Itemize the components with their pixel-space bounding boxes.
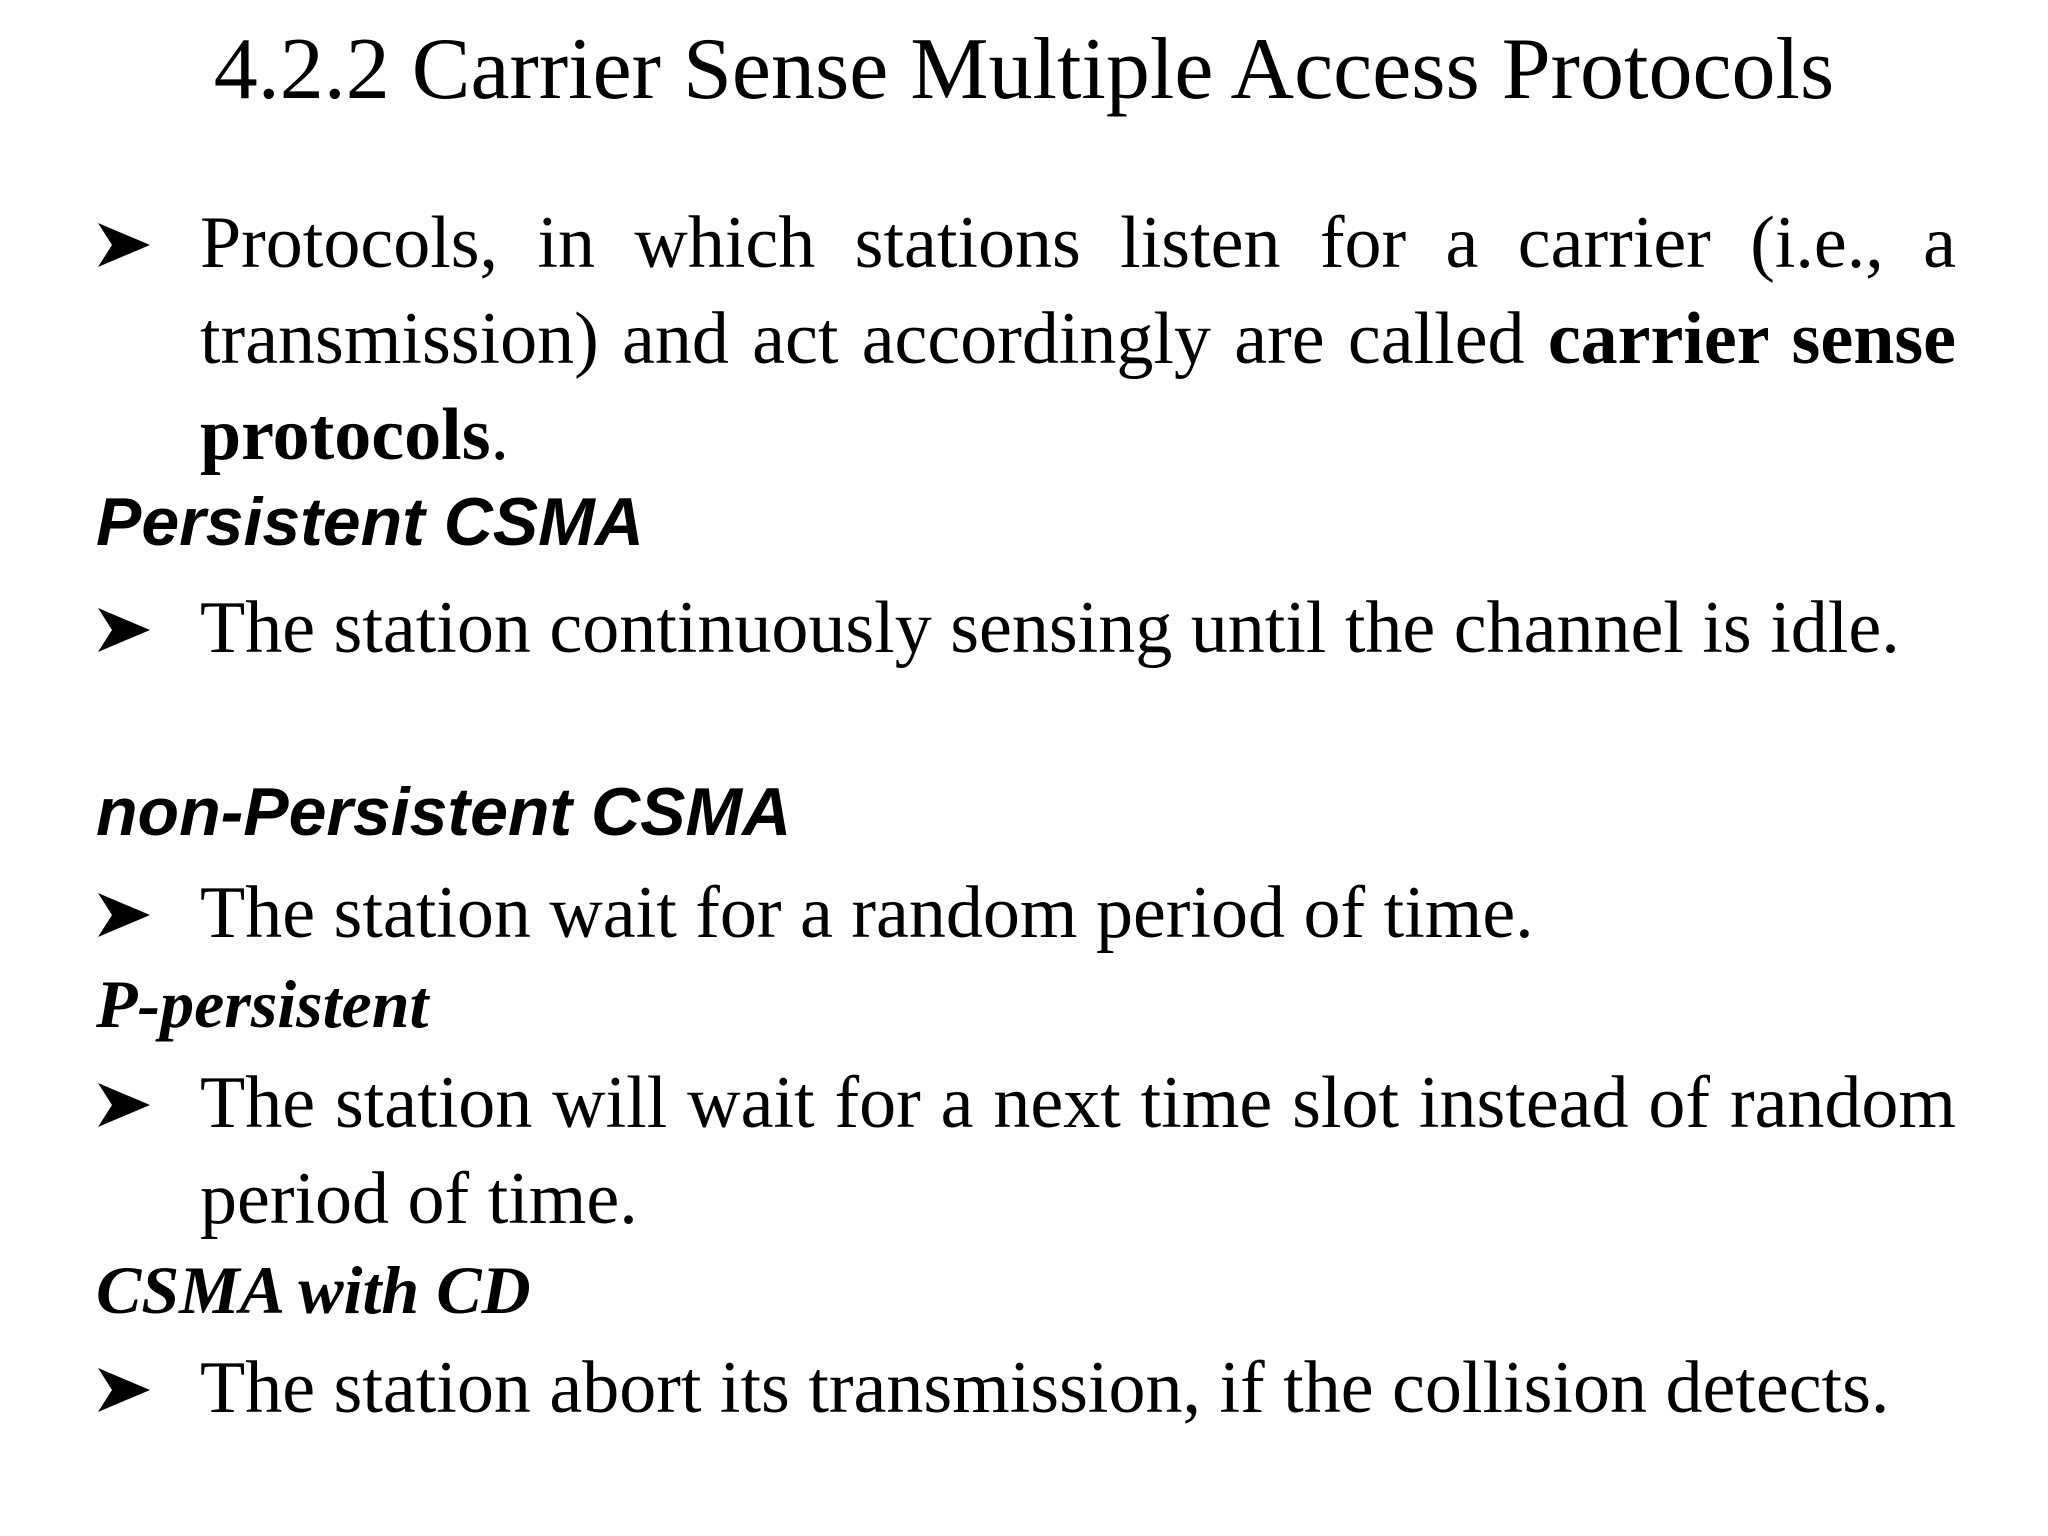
intro-bullet xyxy=(96,195,1956,483)
section-heading-p-persistent: P-persistent xyxy=(96,966,429,1042)
arrowhead-bullet-icon xyxy=(96,1081,156,1141)
bullet-text: The station wait for a random period of time. xyxy=(200,872,1534,954)
bullet-csma-with-cd xyxy=(96,1340,1956,1436)
intro-text-regular: Protocols, in which stations listen for a carrier (i.e., a transmission) and act accordingly are called xyxy=(200,202,1956,380)
arrowhead-bullet-icon xyxy=(96,891,156,951)
arrowhead-bullet-icon xyxy=(96,221,156,281)
intro-bullet-text xyxy=(200,195,1956,483)
intro-text-bold: carrier sense protocols xyxy=(200,298,1956,476)
bullet-text: The station abort its transmission, if the collision detects. xyxy=(200,1347,1890,1429)
bullet-non-persistent-csma xyxy=(96,865,1956,961)
arrowhead-bullet-icon xyxy=(96,606,156,666)
arrowhead-bullet-icon xyxy=(96,1366,156,1426)
section-heading-csma-with-cd: CSMA with CD xyxy=(96,1252,531,1328)
bullet-persistent-csma xyxy=(96,580,1956,676)
section-heading-persistent-csma: Persistent CSMA xyxy=(96,484,644,560)
intro-text-end: . xyxy=(490,394,510,476)
section-heading-non-persistent-csma: non-Persistent CSMA xyxy=(96,774,792,850)
bullet-p-persistent xyxy=(96,1055,1956,1247)
bullet-text: The station will wait for a next time slot instead of random period of time. xyxy=(200,1062,1956,1240)
bullet-text: The station continuously sensing until the channel is idle. xyxy=(200,587,1900,669)
slide-title: 4.2.2 Carrier Sense Multiple Access Protocols xyxy=(213,21,1835,118)
